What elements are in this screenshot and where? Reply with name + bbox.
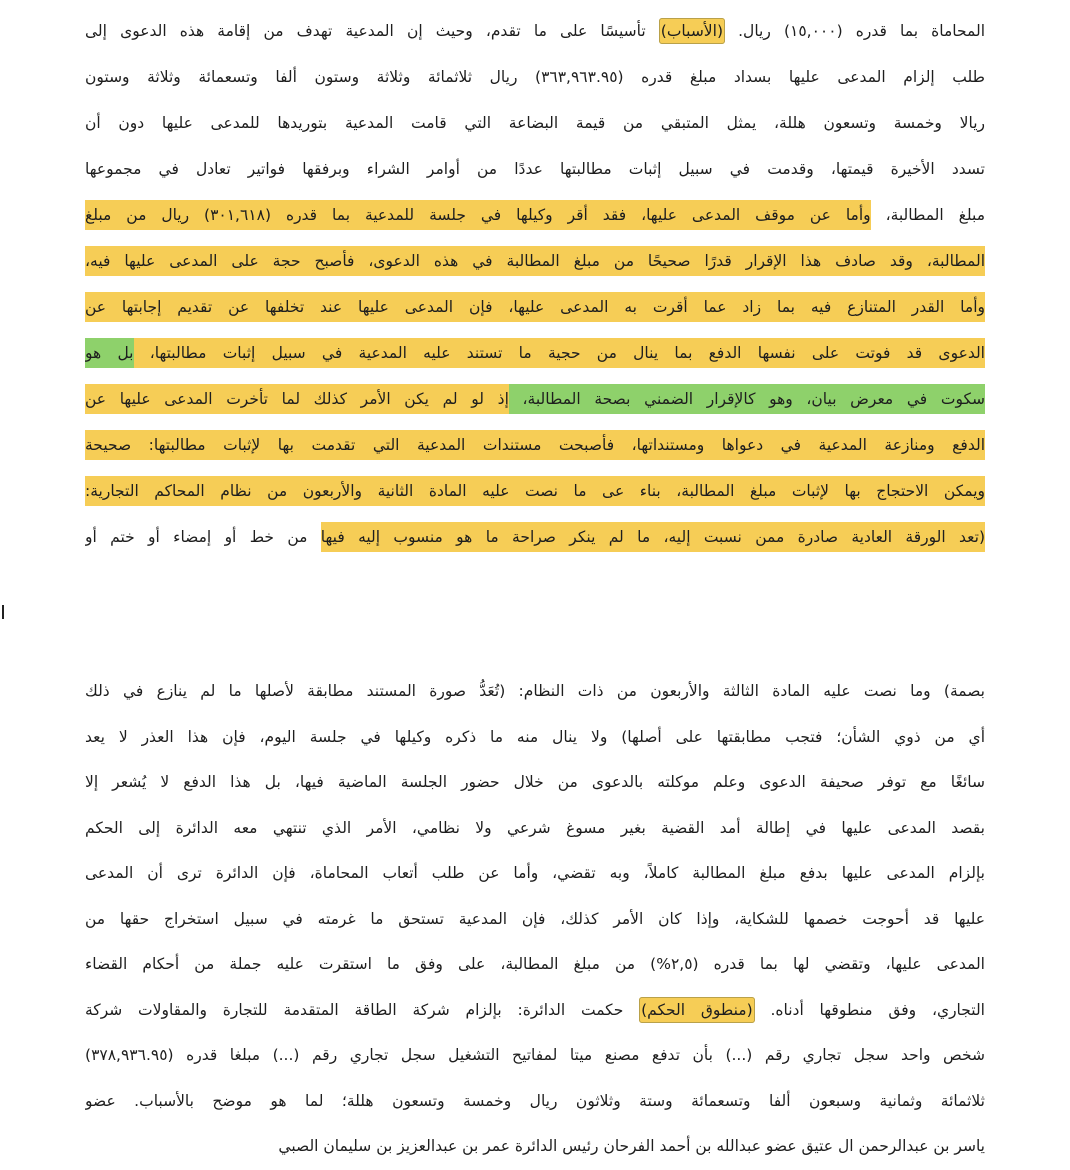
text-block-page-2 xyxy=(85,669,985,1170)
highlight-yellow: (تعد الورقة العادية صادرة ممن نسبت إليه، ما لم ينكر صراحة ما هو منسوب إليه فيها xyxy=(321,522,985,552)
text-span: التجاري، وفق منطوقها أدناه. xyxy=(754,1000,985,1019)
text-line: طلب إلزام المدعى عليها بسداد مبلغ قدره (٣٦٣,٩٦٣.٩٥) ريال ثلاثمائة وثلاثة وستون ألفا وتسعمائة وثلاثة وستون xyxy=(85,68,985,86)
text-line xyxy=(85,988,985,1034)
highlight-heading-verdict: (منطوق الحكم) xyxy=(639,997,755,1023)
page-break xyxy=(0,565,1070,645)
text-line: شخص واحد سجل تجاري رقم (...) بأن تدفع مصنع ميتا لمفاتيح التشغيل سجل تجاري رقم (...) مبلغا قدره (٣٧٨,٩٣٦.٩٥) xyxy=(85,1046,985,1064)
text-line-signatures: ياسر بن عبدالرحمن ال عتيق عضو عبدالله بن أحمد الفرحان رئيس الدائرة عمر بن عبدالعزيز بن سليمان الصبي xyxy=(278,1137,985,1155)
text-span: مبلغ المطالبة، xyxy=(870,206,985,224)
text-span: تأسيسًا على ما تقدم، وحيث إن المدعية تهدف من إقامة هذه الدعوى إلى xyxy=(85,22,659,40)
text-line: المدعى عليها، وتقضي لها بما قدره (٢,٥%) من مبلغ المطالبة، على وفق ما استقرت عليه جملة من أحكام القضاء xyxy=(85,955,985,973)
text-line: عليها قد أحوجت خصمها للشكاية، وإذا كان الأمر كذلك، فإن المدعية تستحق ما غرمته في سبيل استخراج حقها من xyxy=(85,909,985,928)
text-line: أي من ذوي الشأن؛ فتجب مطابقتها على أصلها) ولا ينال منه ما ذكره وكيلها في جلسة اليوم، فإن هذا العذر لا يعد xyxy=(85,727,985,746)
text-line: تسدد الأخيرة قيمتها، وقدمت في سبيل إثبات مطالبتها عددًا من أوامر الشراء وبرفقها فواتير تعادل في مجموعها xyxy=(85,160,985,178)
text-line: سائغًا مع توفر صحيفة الدعوى وعلم موكلته بالدعوى من خلال حضور الجلسة الماضية فيها، بل هذا الدفع لا يُشعر إلا xyxy=(85,773,985,791)
text-line: بإلزام المدعى عليها بدفع مبلغ المطالبة كاملاً، وبه تقضي، وأما عن طلب أتعاب المحاماة، فإن الدائرة ترى أن المدعى xyxy=(85,864,985,882)
text-line: ثلاثمائة وثمانية وسبعون ألفا وتسعمائة وستة وثلاثون ريال وخمسة وتسعون هللة؛ لما هو موضح بالأسباب. عضو xyxy=(85,1091,985,1110)
highlight-yellow: وأما القدر المتنازع فيه بما زاد عما أقرت به المدعى عليها، فإن المدعى عليها عند تخلفها عن تقديم إجابتها عن xyxy=(85,292,985,322)
text-span: من خط أو إمضاء أو ختم أو xyxy=(85,528,321,546)
highlight-yellow: الدعوى قد فوتت على نفسها الدفع بما ينال من حجية ما تستند عليه المدعية في سبيل إثبات مطالبتها، xyxy=(134,338,986,368)
text-line xyxy=(85,192,985,238)
document-page-1 xyxy=(0,0,1070,565)
text-line xyxy=(85,514,985,560)
text-span: المحاماة بما قدره (١٥,٠٠٠) ريال. xyxy=(725,22,985,40)
highlight-yellow: وأما عن موقف المدعى عليها، فقد أقر وكيلها في جلسة للمدعية بما قدره (٣٠١,٦١٨) ريال من مبلغ xyxy=(85,200,871,230)
text-block-page-1 xyxy=(85,8,985,560)
page-edge-mark xyxy=(2,605,4,619)
text-line xyxy=(85,8,985,54)
text-line: ريالا وخمسة وتسعون هللة، يمثل المتبقي من قيمة البضاعة التي قامت المدعية بتوريدها للمدعى عليها دون أن xyxy=(85,114,985,132)
text-line xyxy=(85,376,985,422)
highlight-heading-reasons: (الأسباب) xyxy=(659,18,725,44)
text-line xyxy=(85,422,985,468)
text-line xyxy=(85,238,985,284)
text-span: حكمت الدائرة: بإلزام شركة الطاقة المتقدمة للتجارة والمقاولات شركة xyxy=(85,1000,640,1019)
text-line xyxy=(85,330,985,376)
highlight-yellow: المطالبة، وقد صادف هذا الإقرار قدرًا صحيحًا من مبلغ المطالبة في هذه الدعوى، فأصبح حجة على المدعى عليها فيه، xyxy=(85,246,985,276)
highlight-yellow: إذ لو لم يكن الأمر كذلك لما تأخرت المدعى عليها عن xyxy=(85,384,509,414)
highlight-green: سكوت في معرض بيان، وهو كالإقرار الضمني بصحة المطالبة، xyxy=(509,384,985,414)
text-line xyxy=(85,284,985,330)
highlight-yellow: ويمكن الاحتجاج بها لإثبات مبلغ المطالبة، بناء عى ما نصت عليه المادة الثانية والأربعون من نظام المحاكم التجارية: xyxy=(85,476,985,506)
text-line: بقصد المدعى عليها في إطالة أمد القضية بغير مسوغ شرعي ولا نظامي، الأمر الذي تنتهي معه الدائرة إلى الحكم xyxy=(85,818,985,837)
text-line xyxy=(85,468,985,514)
document-page-2 xyxy=(0,645,1070,1164)
text-line: بصمة) وما نصت عليه المادة الثالثة والأربعون من ذات النظام: (تُعَدُّ صورة المستند مطابقة لأصلها ما لم ينازع في ذلك xyxy=(85,682,985,700)
highlight-yellow: الدفع ومنازعة المدعية في دعواها ومستنداتها، فأصبحت مستندات المدعية التي تقدمت بها لإثبات مطالبتها: صحيحة xyxy=(85,430,985,460)
highlight-green: بل هو xyxy=(85,338,134,368)
